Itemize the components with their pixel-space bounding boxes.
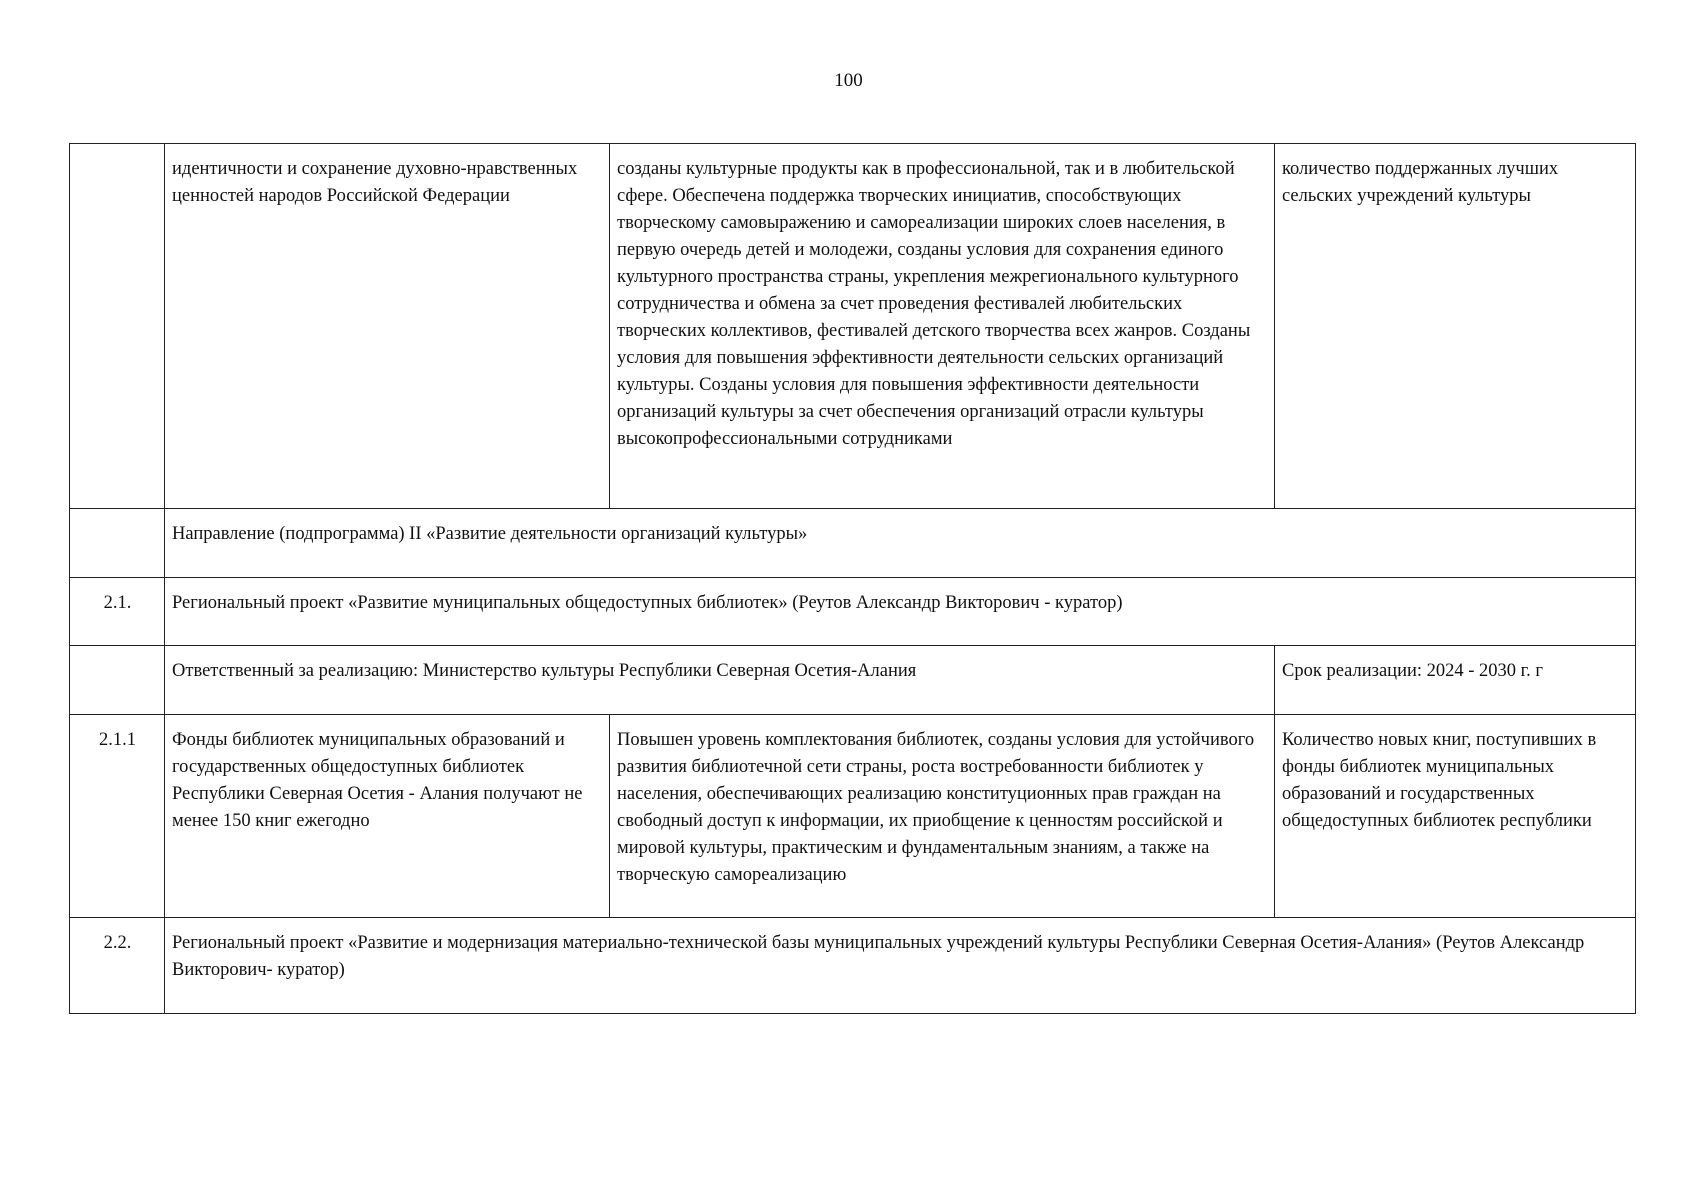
responsible-cell: Ответственный за реализацию: Министерство культуры Республики Северная Осетия-Алания [165,646,1275,715]
row-number: 2.1.1 [70,715,165,918]
row-number: 2.1. [70,578,165,646]
row-number [70,646,165,715]
table-row [70,918,1636,1014]
project-heading: Региональный проект «Развитие и модернизация материально-технической базы муниципальных учреждений культуры Республики Северная Осетия-Алания» (Реутов Александр Викторович- куратор) [165,918,1636,1014]
row-number [70,144,165,509]
page-number: 100 [834,70,863,91]
table-row [70,144,1636,509]
row-number [70,509,165,578]
activity-table [69,143,1636,1014]
term-cell: Срок реализации: 2024 - 2030 г. г [1275,646,1636,715]
table-row [70,578,1636,646]
task-cell: Фонды библиотек муниципальных образований и государственных общедоступных библиотек Республики Северная Осетия - Алания получают не менее 150 книг ежегодно [165,715,610,918]
indicator-cell: Количество новых книг, поступивших в фонды библиотек муниципальных образований и государственных общедоступных библиотек республики [1275,715,1636,918]
effect-cell: Повышен уровень комплектования библиотек, созданы условия для устойчивого развития библиотечной сети страны, роста востребованности библиотек у населения, обеспечивающих реализацию конституционных прав граждан на свободный доступ к информации, их приобщение к ценностям российской и мировой культуры, практическим и фундаментальным знаниям, а также на творческую самореализацию [610,715,1275,918]
table-row [70,646,1636,715]
subprogram-heading: Направление (подпрограмма) II «Развитие деятельности организаций культуры» [165,509,1636,578]
task-cell: идентичности и сохранение духовно-нравственных ценностей народов Российской Федерации [165,144,610,509]
effect-cell: созданы культурные продукты как в профессиональной, так и в любительской сфере. Обеспечена поддержка творческих инициатив, способствующих творческому самовыражению и самореализации широких слоев населения, в первую очередь детей и молодежи, созданы условия для сохранения единого культурного пространства страны, укрепления межрегионального культурного сотрудничества и обмена за счет проведения фестивалей любительских творческих коллективов, фестивалей детского творчества всех жанров. Созданы условия для повышения эффективности деятельности сельских организаций культуры. Созданы условия для повышения эффективности деятельности организаций культуры за счет обеспечения организаций отрасли культуры высокопрофессиональными сотрудниками [610,144,1275,509]
project-heading: Региональный проект «Развитие муниципальных общедоступных библиотек» (Реутов Александр Викторович - куратор) [165,578,1636,646]
indicator-cell: количество поддержанных лучших сельских учреждений культуры [1275,144,1636,509]
row-number: 2.2. [70,918,165,1014]
table-row [70,715,1636,918]
table-row [70,509,1636,578]
